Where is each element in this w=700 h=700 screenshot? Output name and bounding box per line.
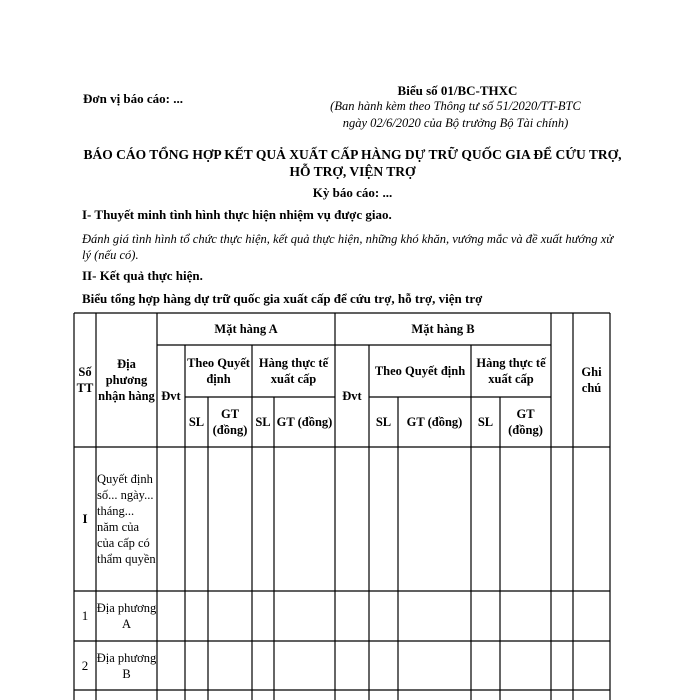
- section-2-heading: II- Kết quả thực hiện.: [82, 268, 203, 283]
- header-by-decision-a: Theo Quyết định: [187, 356, 250, 386]
- header-locality: Địa phương nhận hàng: [98, 357, 155, 403]
- section-1-heading: I- Thuyết minh tình hình thực hiện nhiệm vụ được giao.: [82, 207, 392, 222]
- row-label: Địa phương A: [96, 601, 157, 631]
- row-number: 1: [81, 608, 89, 623]
- form-number: Biểu số 01/BC-THXC: [397, 83, 518, 98]
- row-label: Quyết định số... ngày... tháng... năm của của cấp có thẩm quyền: [97, 472, 156, 566]
- header-value: GT (đồng): [276, 415, 333, 429]
- row-label: Địa phương B: [96, 650, 157, 681]
- issued-under-note: (Ban hành kèm theo Thông tư số 51/2020/TT-BTC ngày 02/6/2020 của Bộ trưởng Bộ Tài chính): [330, 99, 581, 130]
- header-qty: SL: [477, 415, 494, 429]
- header-value: GT (đồng): [212, 407, 248, 437]
- report-period: Kỳ báo cáo: ...: [312, 185, 393, 200]
- row-number: I: [82, 511, 88, 526]
- header-notes: Ghi chú: [581, 365, 602, 395]
- header-value: GT (đồng): [508, 407, 543, 437]
- header-unit-b: Đvt: [342, 389, 362, 403]
- table-title: Biểu tổng hợp hàng dự trữ quốc gia xuất cấp để cứu trợ, hỗ trợ, viện trợ: [82, 291, 483, 306]
- report-title: BÁO CÁO TỔNG HỢP KẾT QUẢ XUẤT CẤP HÀNG DỰ TRỮ QUỐC GIA ĐỂ CỨU TRỢ, HỖ TRỢ, VIỆN TRỢ: [83, 147, 622, 179]
- header-actual-a: Hàng thực tế xuất cấp: [258, 356, 329, 386]
- header-by-decision-b: Theo Quyết định: [374, 364, 466, 378]
- section-1-description: Đánh giá tình hình tổ chức thực hiện, kết quả thực hiện, những khó khăn, vướng mắc và đề xuất hướng xử lý (nếu có).: [82, 232, 614, 262]
- row-number: 2: [81, 657, 89, 673]
- header-stt: Số TT: [76, 365, 94, 395]
- header-item-b: Mặt hàng B: [411, 322, 475, 336]
- header-unit-a: Đvt: [161, 389, 181, 403]
- header-qty: SL: [188, 415, 205, 429]
- header-value: GT (đồng): [406, 415, 463, 429]
- reporting-unit: Đơn vị báo cáo: ...: [83, 91, 184, 106]
- header-qty: SL: [255, 415, 271, 429]
- header-qty: SL: [375, 415, 392, 429]
- header-item-a: Mặt hàng A: [214, 322, 278, 336]
- header-actual-b: Hàng thực tế xuất cấp: [476, 356, 546, 386]
